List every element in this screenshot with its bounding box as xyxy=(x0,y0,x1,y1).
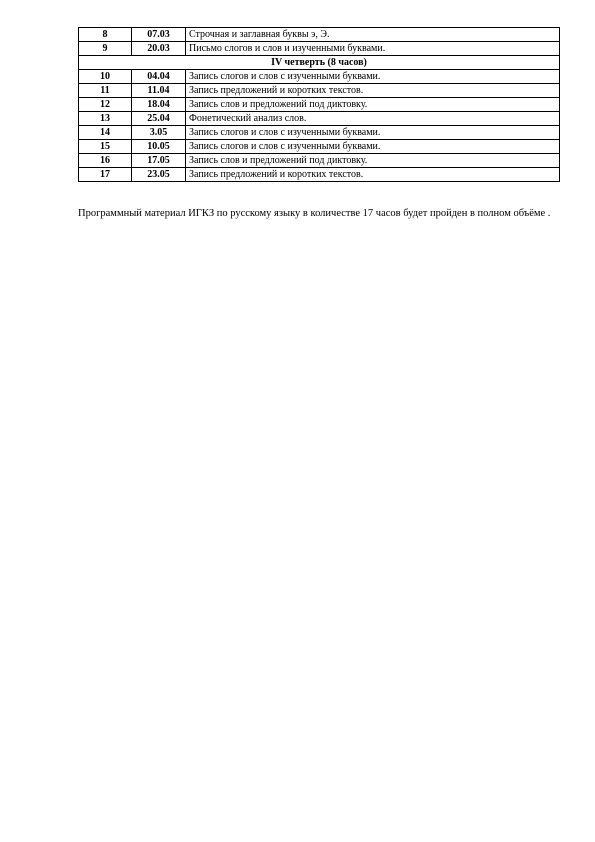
lesson-date: 04.04 xyxy=(132,70,186,84)
lesson-number: 15 xyxy=(79,140,132,154)
table-row xyxy=(79,168,560,182)
lesson-topic: Запись предложений и коротких текстов. xyxy=(186,84,560,98)
lesson-topic: Строчная и заглавная буквы э, Э. xyxy=(186,28,560,42)
lesson-number: 9 xyxy=(79,42,132,56)
table-row xyxy=(79,112,560,126)
table-row xyxy=(79,154,560,168)
lesson-date: 23.05 xyxy=(132,168,186,182)
table-row xyxy=(79,70,560,84)
lesson-topic: Фонетический анализ слов. xyxy=(186,112,560,126)
lesson-number: 17 xyxy=(79,168,132,182)
table-row xyxy=(79,28,560,42)
table-row xyxy=(79,42,560,56)
table-row xyxy=(79,126,560,140)
lesson-topic: Письмо слогов и слов и изученными буквами. xyxy=(186,42,560,56)
lesson-date: 17.05 xyxy=(132,154,186,168)
lesson-number: 12 xyxy=(79,98,132,112)
table-row xyxy=(79,140,560,154)
table-row xyxy=(79,84,560,98)
lesson-topic: Запись слов и предложений под диктовку. xyxy=(186,98,560,112)
lesson-date: 25.04 xyxy=(132,112,186,126)
lesson-number: 11 xyxy=(79,84,132,98)
lesson-date: 11.04 xyxy=(132,84,186,98)
lesson-topic: Запись предложений и коротких текстов. xyxy=(186,168,560,182)
lesson-number: 14 xyxy=(79,126,132,140)
lesson-number: 16 xyxy=(79,154,132,168)
lesson-number: 10 xyxy=(79,70,132,84)
lesson-number: 8 xyxy=(79,28,132,42)
lesson-date: 20.03 xyxy=(132,42,186,56)
lesson-date: 3.05 xyxy=(132,126,186,140)
completion-note: Программный материал ИГКЗ по русскому языку в количестве 17 часов будет пройден в полном объёме . xyxy=(78,208,551,219)
lesson-topic: Запись слогов и слов с изученными буквами. xyxy=(186,70,560,84)
section-header-row xyxy=(79,56,560,70)
lesson-topic: Запись слов и предложений под диктовку. xyxy=(186,154,560,168)
lesson-date: 10.05 xyxy=(132,140,186,154)
lesson-date: 18.04 xyxy=(132,98,186,112)
lesson-topic: Запись слогов и слов с изученными буквами. xyxy=(186,126,560,140)
lesson-number: 13 xyxy=(79,112,132,126)
table-row xyxy=(79,98,560,112)
lesson-topic: Запись слогов и слов с изученными буквами. xyxy=(186,140,560,154)
lesson-date: 07.03 xyxy=(132,28,186,42)
lesson-plan-table xyxy=(78,27,560,182)
section-title: IV четверть (8 часов) xyxy=(79,56,560,70)
